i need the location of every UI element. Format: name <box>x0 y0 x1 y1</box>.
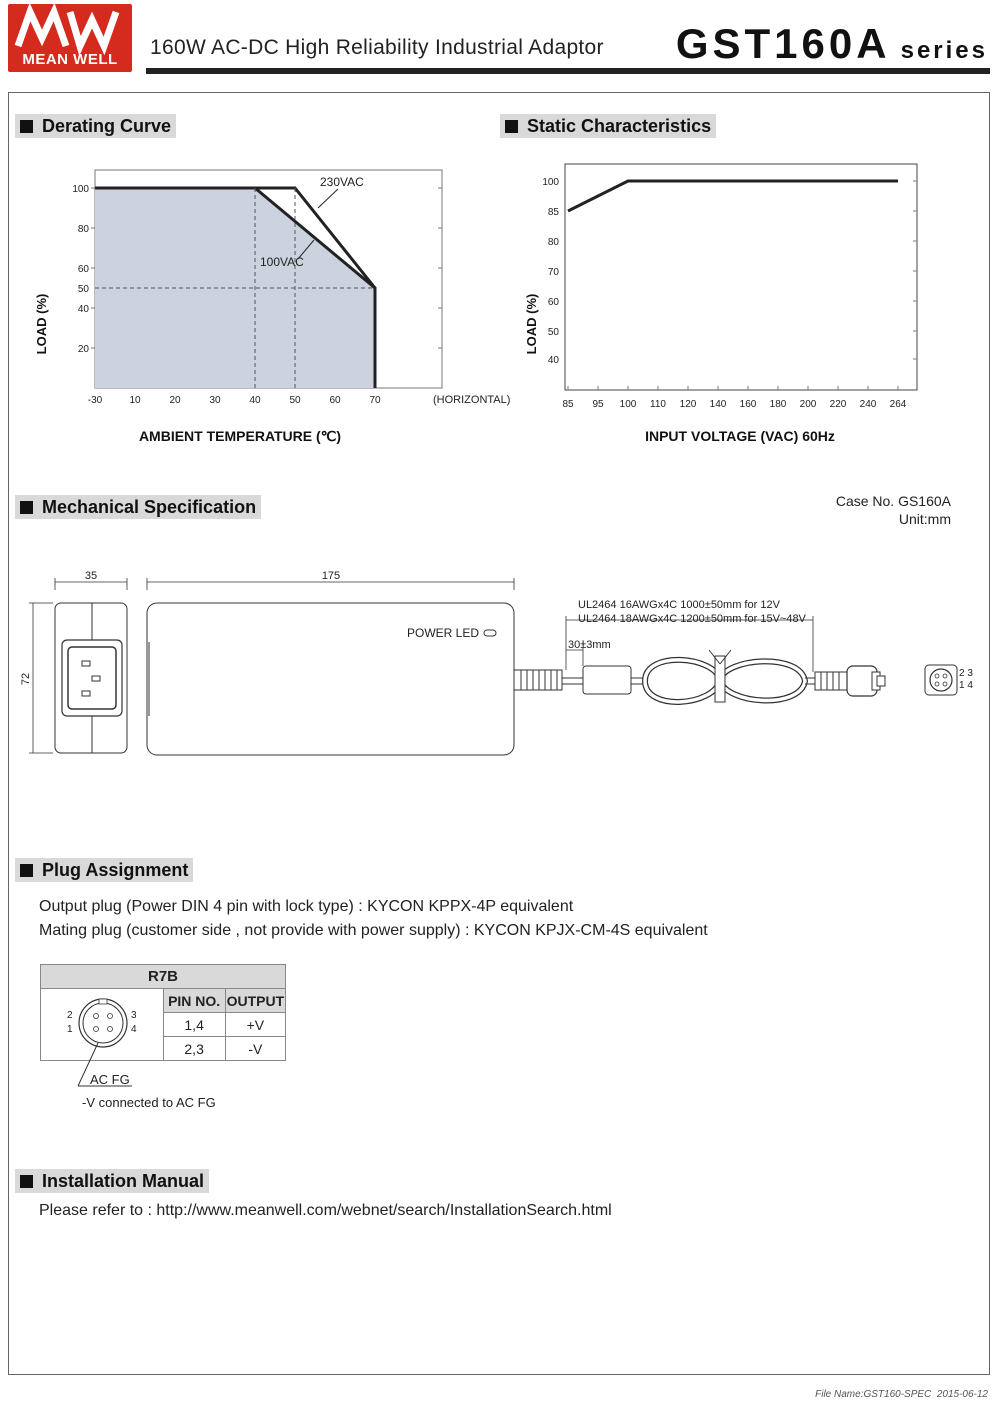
din-pin <box>108 1013 113 1018</box>
static-x-tick-label: 220 <box>829 399 847 410</box>
static-y-tick-label: 40 <box>547 355 559 366</box>
din-pin-dot <box>943 674 947 678</box>
din-pin <box>94 1013 99 1018</box>
static-y-tick-label: 85 <box>547 207 559 218</box>
mean-well-logo <box>8 4 132 72</box>
dim-width-text: 35 <box>84 570 98 582</box>
col-output-header: OUTPUT <box>225 989 285 1013</box>
plug-title-text: Plug Assignment <box>42 859 189 880</box>
derating-y-tick-label: 20 <box>77 344 89 355</box>
derating-x-tick-label: 40 <box>249 395 261 406</box>
derating-y-tick-label: 80 <box>77 224 89 235</box>
dim-height-text: 72 <box>20 672 32 686</box>
static-y-tick-label: 70 <box>547 267 559 278</box>
pin-4-label: 4 <box>131 1023 137 1035</box>
pin-1-label: 1 <box>67 1023 73 1035</box>
case-number: Case No. GS160A <box>835 493 951 509</box>
cable-spec-12v: UL2464 16AWGx4C 1000±50mm for 12V <box>578 599 780 611</box>
footer-date: 2015-06-12 <box>936 1389 988 1400</box>
static-x-tick-label: 140 <box>709 399 727 410</box>
plug-strain-relief <box>815 672 847 690</box>
din-pin-dot <box>943 682 947 686</box>
section-square-icon <box>20 864 33 877</box>
derating-x-tick-label: 20 <box>169 395 181 406</box>
din-key <box>99 999 107 1004</box>
cable-tie <box>715 656 725 702</box>
mechanical-title-text: Mechanical Specification <box>42 496 257 517</box>
static-y-ticks <box>542 177 559 366</box>
static-x-tick-label: 160 <box>739 399 757 410</box>
installation-section-title <box>15 1169 209 1193</box>
model-series: series <box>900 37 988 64</box>
cable-spec-48v: UL2464 18AWGx4C 1200±50mm for 15V~48V <box>578 613 806 625</box>
derating-x-tick-label: -30 <box>87 395 103 406</box>
model-title <box>676 20 988 68</box>
section-square-icon <box>20 1175 33 1188</box>
output-cell: +V <box>225 1013 285 1037</box>
static-x-tick-label: 200 <box>799 399 817 410</box>
static-x-tick-label: 240 <box>859 399 877 410</box>
static-x-tick-label: 180 <box>769 399 787 410</box>
din-plug-pin <box>877 676 885 686</box>
derating-x-tick-label: 70 <box>369 395 381 406</box>
static-x-tick-label: 100 <box>619 399 637 410</box>
dim-length-text: 175 <box>321 570 341 582</box>
pin-3-label: 3 <box>131 1009 137 1021</box>
label-horizontal: (HORIZONTAL) <box>433 394 511 406</box>
mechanical-drawing <box>15 560 985 770</box>
din-plug-face-ring <box>930 669 952 691</box>
derating-ylabel: LOAD (%) <box>34 293 49 355</box>
din-socket-inner <box>83 1003 123 1043</box>
derating-section-title <box>15 114 176 138</box>
static-y-tick-label: 80 <box>547 237 559 248</box>
inlet-pin <box>92 676 100 681</box>
inlet-pin <box>82 661 90 666</box>
static-x-tick-label: 120 <box>679 399 697 410</box>
derating-chart <box>20 150 511 460</box>
static-ylabel: LOAD (%) <box>524 293 539 355</box>
static-x-tick-label: 95 <box>592 399 604 410</box>
ferrite-core <box>583 666 631 694</box>
derating-x-tick-label: 50 <box>289 395 301 406</box>
derating-x-tick-label: 10 <box>129 395 141 406</box>
derating-y-ticks <box>72 184 89 355</box>
inlet-pin <box>82 691 90 696</box>
din-pin <box>108 1026 113 1031</box>
section-square-icon <box>505 120 518 133</box>
static-plot-frame <box>565 164 917 390</box>
pin-2-label: 2 <box>67 1009 73 1021</box>
header-rule <box>146 68 990 74</box>
pin-cell: 2,3 <box>163 1037 225 1061</box>
label-230-leader <box>318 189 338 208</box>
static-load-line <box>568 181 898 211</box>
footer <box>815 1389 988 1400</box>
power-led-label: POWER LED <box>407 626 480 640</box>
col-pin-header: PIN NO. <box>163 989 225 1013</box>
footer-file-name: File Name:GST160-SPEC <box>815 1389 932 1400</box>
model-number: GST160A <box>675 20 891 67</box>
plug-section-title <box>15 858 193 882</box>
static-section-title <box>500 114 716 138</box>
section-square-icon <box>20 120 33 133</box>
pin-table-title: R7B <box>41 965 286 989</box>
derating-y-tick-label: 100 <box>72 184 89 195</box>
static-y-tick-label: 50 <box>547 327 559 338</box>
static-tick-marks <box>568 181 917 390</box>
output-plug-text: Output plug (Power DIN 4 pin with lock type) : KYCON KPPX-4P equivalent <box>39 898 574 915</box>
mw-logo-glyph <box>8 4 132 54</box>
power-led-icon <box>484 630 496 636</box>
derating-y-tick-label: 60 <box>77 264 89 275</box>
mechanical-section-title <box>15 495 261 519</box>
static-x-tick-label: 264 <box>889 399 907 410</box>
static-title-text: Static Characteristics <box>527 115 712 136</box>
din-pin <box>94 1026 99 1031</box>
static-x-tick-label: 110 <box>650 399 666 410</box>
section-square-icon <box>20 501 33 514</box>
static-x-ticks <box>562 399 906 410</box>
plug-pin-row2: 1 4 <box>959 680 973 691</box>
derating-y-tick-label: 50 <box>77 284 89 295</box>
derating-x-ticks <box>88 395 381 406</box>
static-x-tick-label: 85 <box>562 399 574 410</box>
static-y-tick-label: 60 <box>547 297 559 308</box>
mating-plug-text: Mating plug (customer side , not provide with power supply) : KYCON KPJX-CM-4S equivalent <box>39 922 708 939</box>
derating-x-tick-label: 30 <box>209 395 221 406</box>
label-100vac: 100VAC <box>260 255 304 269</box>
installation-link[interactable]: Please refer to : http://www.meanwell.com/webnet/search/InstallationSearch.html <box>39 1202 612 1219</box>
pin-cell: 1,4 <box>163 1013 225 1037</box>
ac-fg-note: -V connected to AC FG <box>82 1095 216 1110</box>
unit-label: Unit:mm <box>898 511 951 527</box>
derating-title-text: Derating Curve <box>42 115 172 136</box>
plug-pin-row1: 2 3 <box>959 668 973 679</box>
label-230vac: 230VAC <box>320 175 364 189</box>
brand-name: MEAN WELL <box>22 51 118 68</box>
installation-title-text: Installation Manual <box>42 1170 205 1191</box>
static-xlabel: INPUT VOLTAGE (VAC) 60Hz <box>645 428 835 444</box>
derating-x-tick-label: 60 <box>329 395 341 406</box>
ac-fg-label: AC FG <box>90 1072 130 1087</box>
output-cell: -V <box>225 1037 285 1061</box>
derating-xlabel: AMBIENT TEMPERATURE (℃) <box>138 428 342 444</box>
derating-y-tick-label: 40 <box>77 304 89 315</box>
static-chart <box>515 150 935 460</box>
core-dim-text: 30±3mm <box>568 639 611 651</box>
din-pin-dot <box>935 682 939 686</box>
static-y-tick-label: 100 <box>542 177 559 188</box>
din-pin-dot <box>935 674 939 678</box>
page-subtitle: 160W AC-DC High Reliability Industrial Adaptor <box>150 36 604 59</box>
